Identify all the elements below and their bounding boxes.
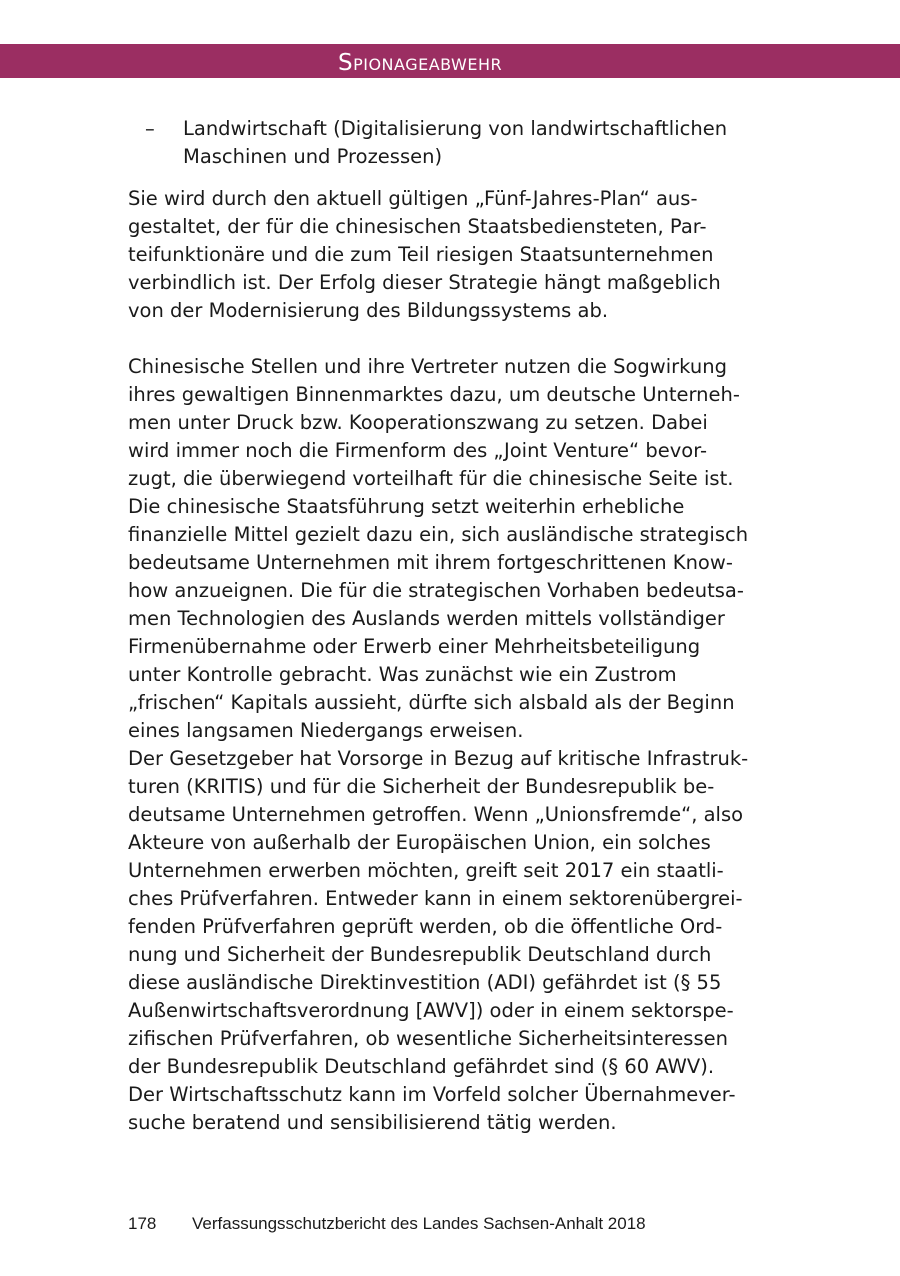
text-line: finanzielle Mittel gezielt dazu ein, sich ausländische strategisch [128, 523, 749, 546]
text-line: verbindlich ist. Der Erfolg dieser Strategie hängt maßgeblich [128, 271, 721, 294]
text-line: Chinesische Stellen und ihre Vertreter nutzen die Sogwirkung [128, 355, 727, 378]
page-footer [128, 1214, 646, 1234]
text-line: eines langsamen Niedergangs erweisen. [128, 719, 524, 742]
bullet-line: Maschinen und Prozessen) [183, 145, 443, 168]
dash-bullet-icon: – [145, 117, 155, 140]
text-line: Sie wird durch den aktuell gültigen „Fünf-Jahres-Plan“ aus- [128, 187, 698, 210]
text-line: der Bundesrepublik Deutschland gefährdet sind (§ 60 AWV). [128, 1055, 715, 1078]
text-line: gestaltet, der für die chinesischen Staatsbediensteten, Par- [128, 215, 707, 238]
text-line: fenden Prüfverfahren geprüft werden, ob die öffentliche Ord- [128, 915, 723, 938]
paragraph-legislation [128, 745, 778, 1137]
text-line: men Technologien des Auslands werden mittels vollständiger [128, 607, 725, 630]
paragraph-five-year-plan [128, 185, 778, 325]
text-line: Außenwirtschaftsverordnung [AWV]) oder in einem sektorspe- [128, 999, 734, 1022]
text-line: how anzueignen. Die für die strategischen Vorhaben bedeutsa- [128, 579, 744, 602]
text-line: Der Wirtschaftsschutz kann im Vorfeld solcher Übernahmever- [128, 1083, 736, 1106]
page-content [128, 115, 778, 1137]
text-line: Unternehmen erwerben möchten, greift seit 2017 ein staatli- [128, 859, 724, 882]
text-line: Der Gesetzgeber hat Vorsorge in Bezug auf kritische Infrastruk- [128, 747, 749, 770]
publication-title: Verfassungsschutzbericht des Landes Sachsen-Anhalt 2018 [192, 1214, 646, 1233]
bullet-item [128, 115, 778, 171]
section-header-bar [0, 44, 900, 78]
text-line: unter Kontrolle gebracht. Was zunächst wie ein Zustrom [128, 663, 677, 686]
page-number: 178 [128, 1214, 157, 1233]
paragraph-chinese-entities [128, 353, 778, 745]
text-line: bedeutsame Unternehmen mit ihrem fortgeschrittenen Know- [128, 551, 733, 574]
section-title: Spionageabwehr [338, 50, 503, 76]
text-line: zifischen Prüfverfahren, ob wesentliche Sicherheitsinteressen [128, 1027, 728, 1050]
text-line: Akteure von außerhalb der Europäischen Union, ein solches [128, 831, 711, 854]
bullet-line: Landwirtschaft (Digitalisierung von landwirtschaftlichen [183, 117, 728, 140]
text-line: deutsame Unternehmen getroffen. Wenn „Unionsfremde“, also [128, 803, 744, 826]
text-line: zugt, die überwiegend vorteilhaft für die chinesische Seite ist. [128, 467, 734, 490]
text-line: ihres gewaltigen Binnenmarktes dazu, um deutsche Unterneh- [128, 383, 740, 406]
text-line: Firmenübernahme oder Erwerb einer Mehrheitsbeteiligung [128, 635, 701, 658]
text-line: suche beratend und sensibilisierend tätig werden. [128, 1111, 617, 1134]
text-line: ches Prüfverfahren. Entweder kann in einem sektorenübergrei- [128, 887, 743, 910]
text-line: diese ausländische Direktinvestition (ADI) gefährdet ist (§ 55 [128, 971, 722, 994]
text-line: men unter Druck bzw. Kooperationszwang zu setzen. Dabei [128, 411, 708, 434]
text-line: wird immer noch die Firmenform des „Joint Venture“ bevor- [128, 439, 708, 462]
text-line: von der Modernisierung des Bildungssystems ab. [128, 299, 609, 322]
text-line: Die chinesische Staatsführung setzt weiterhin erhebliche [128, 495, 685, 518]
text-line: teifunktionäre und die zum Teil riesigen Staatsunternehmen [128, 243, 714, 266]
text-line: „frischen“ Kapitals aussieht, dürfte sich alsbald als der Beginn [128, 691, 735, 714]
text-line: nung und Sicherheit der Bundesrepublik Deutschland durch [128, 943, 712, 966]
paragraph-spacer [128, 325, 778, 353]
text-line: turen (KRITIS) und für die Sicherheit der Bundesrepublik be- [128, 775, 715, 798]
